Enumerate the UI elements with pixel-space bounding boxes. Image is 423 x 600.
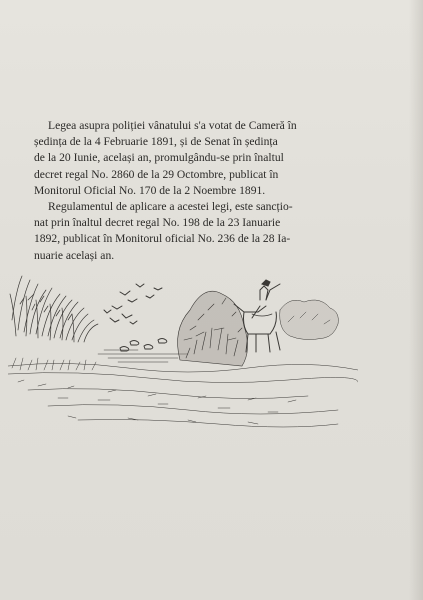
bush [178, 291, 248, 366]
text-block [34, 118, 394, 264]
text-line: ședința de la 4 Februarie 1891, și de Senat în ședința [34, 135, 278, 149]
swimming-ducks [120, 339, 167, 352]
text-line: Legea asupra poliției vânatului s'a votat de Cameră în [48, 119, 297, 132]
water [98, 350, 188, 362]
text-line: decret regal No. 2860 de la 29 Octombre, publicat în [34, 167, 279, 181]
text-line: nuarie același an. [34, 248, 115, 262]
flying-ducks [104, 284, 162, 324]
reeds-left [10, 276, 98, 342]
text-line: de la 20 Iunie, același an, promulgându-se prin înaltul [34, 151, 284, 165]
text-line: nat prin înaltul decret regal No. 198 de la 23 Ianuarie [34, 216, 281, 230]
distant-trees [280, 300, 339, 340]
paragraph-law [34, 118, 394, 199]
text-line: 1892, publicat în Monitorul oficial No. 236 de la 28 Ia- [34, 232, 291, 246]
paragraph-regulation [34, 199, 394, 264]
ground [8, 358, 358, 427]
text-line: Regulamentul de aplicare a acestei legi, este sancțio- [48, 200, 293, 214]
hunting-scene-engraving [8, 270, 358, 445]
text-line: Monitorul Oficial No. 170 de la 2 Noembre 1891. [34, 183, 266, 197]
